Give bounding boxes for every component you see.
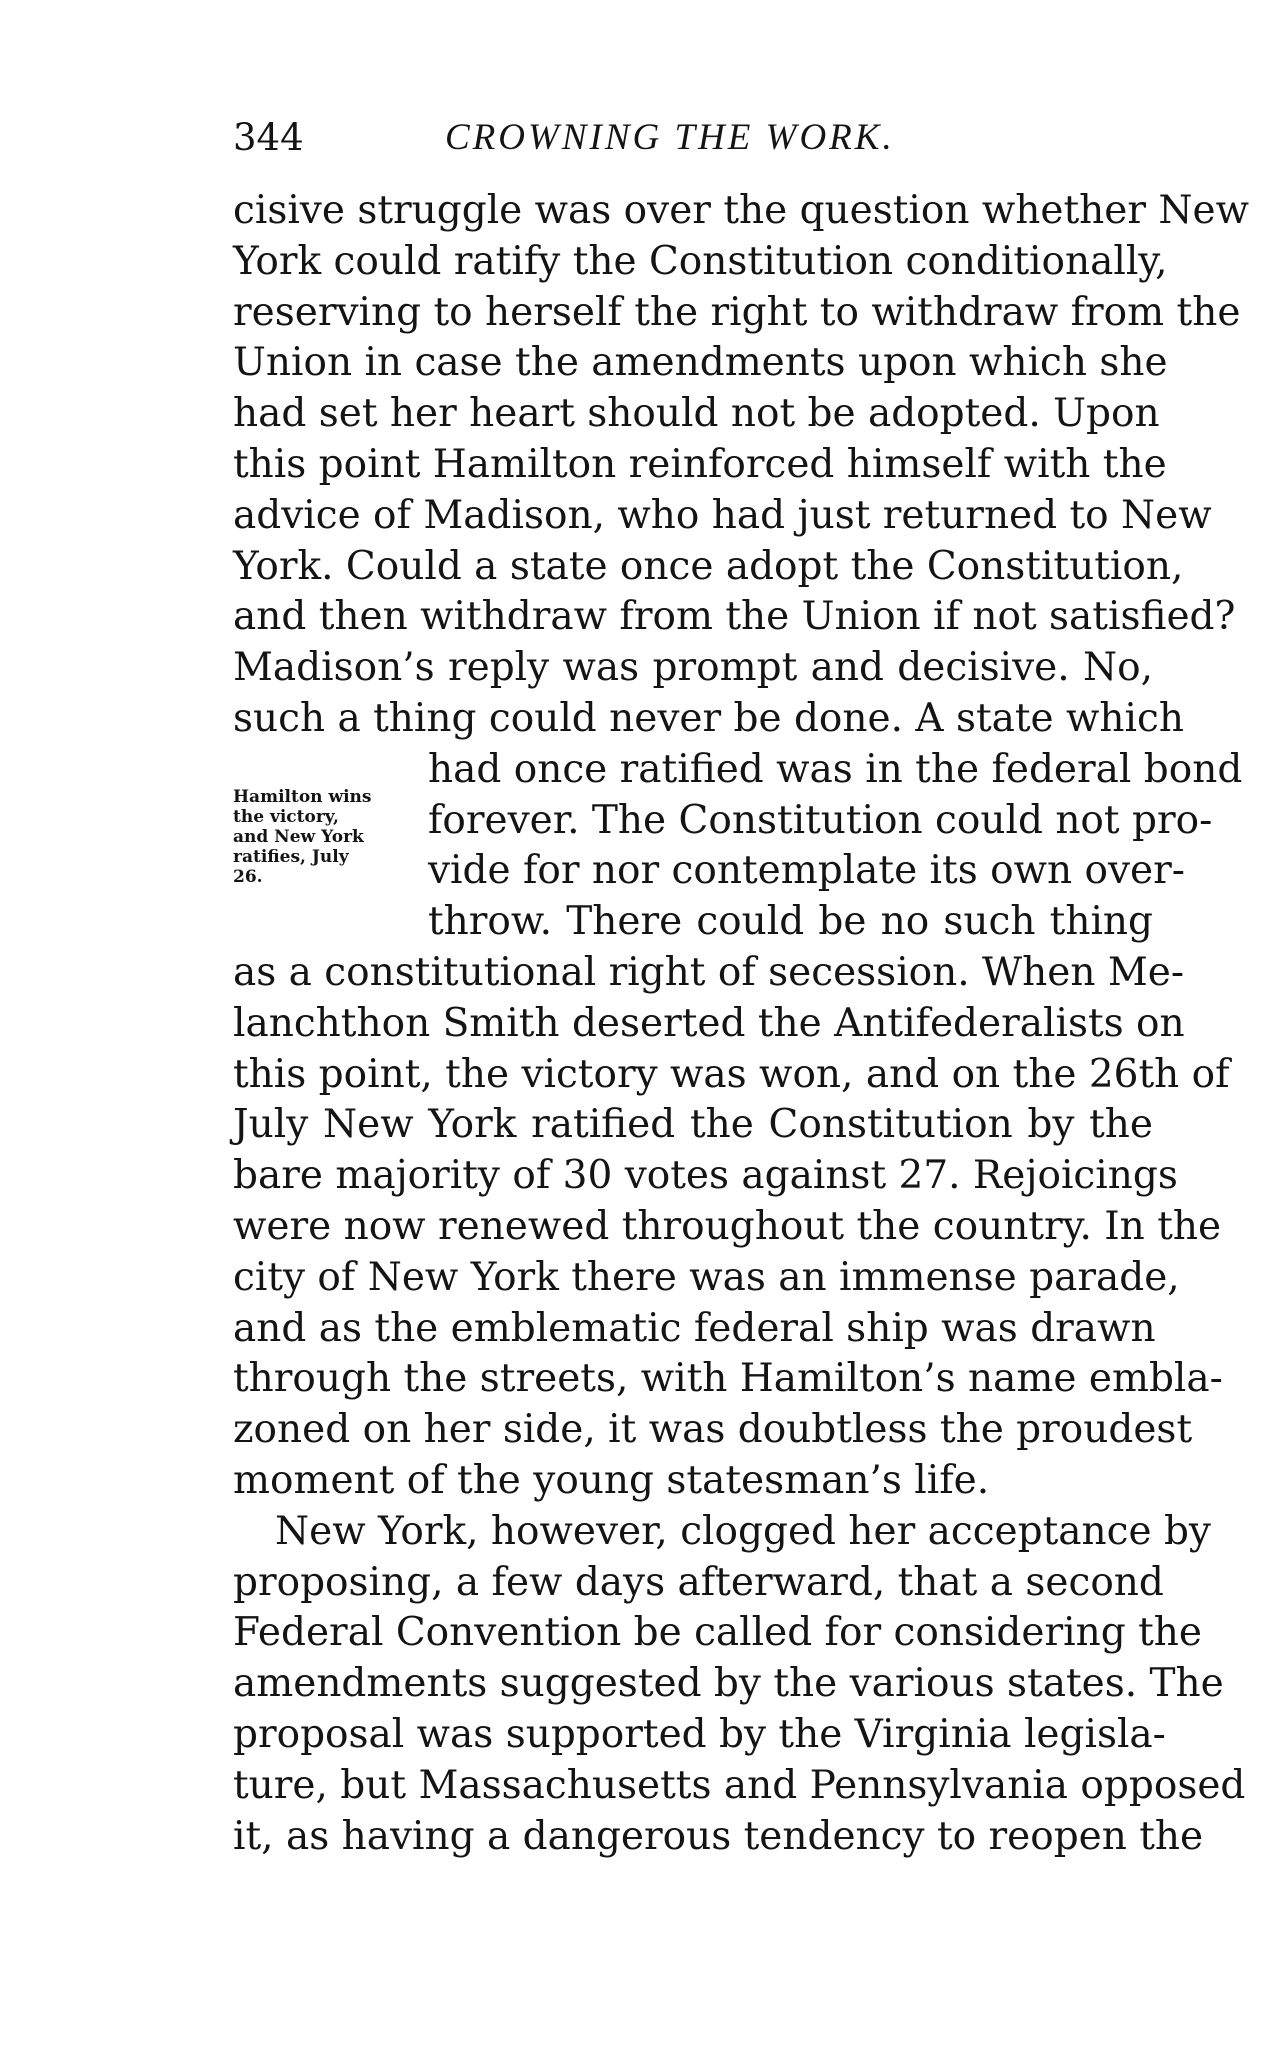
- text-line: proposal was supported by the Virginia legisla-: [233, 1711, 1166, 1757]
- text-line: this point Hamilton reinforced himself with the: [233, 441, 1167, 487]
- text-line: Federal Convention be called for considering the: [233, 1610, 1202, 1656]
- text-line: throw. There could be no such thing: [428, 899, 1153, 945]
- text-line: zoned on her side, it was doubtless the proudest: [233, 1407, 1193, 1453]
- page-header: [233, 113, 1153, 163]
- text-line: it, as having a dangerous tendency to reopen the: [233, 1813, 1204, 1859]
- text-line: city of New York there was an immense parade,: [233, 1254, 1180, 1300]
- text-line: had once ratified was in the federal bond: [428, 746, 1243, 792]
- text-line: and then withdraw from the Union if not satisfied?: [233, 594, 1236, 640]
- page-number: 344: [233, 116, 304, 159]
- text-line: reserving to herself the right to withdraw from the: [233, 289, 1241, 335]
- text-line: New York, however, clogged her acceptance by: [275, 1508, 1211, 1554]
- text-line: proposing, a few days afterward, that a second: [233, 1559, 1164, 1605]
- text-line: ture, but Massachusetts and Pennsylvania opposed: [233, 1762, 1246, 1808]
- body-text: [233, 186, 1249, 1862]
- text-line: amendments suggested by the various states. The: [233, 1661, 1224, 1707]
- text-line: Union in case the amendments upon which she: [233, 340, 1168, 386]
- text-line: York. Could a state once adopt the Constitution,: [233, 543, 1184, 589]
- text-line: this point, the victory was won, and on the 26th of: [233, 1051, 1230, 1097]
- marginal-note-line: ratifies, July: [233, 847, 349, 867]
- text-line: Madison’s reply was prompt and decisive. No,: [233, 645, 1153, 691]
- marginal-note-line: the victory,: [233, 807, 339, 827]
- text-line: bare majority of 30 votes against 27. Rejoicings: [233, 1153, 1178, 1199]
- text-line: as a constitutional right of secession. When Me-: [233, 949, 1185, 995]
- text-line: cisive struggle was over the question whether New: [233, 188, 1249, 233]
- marginal-note-line: Hamilton wins: [233, 787, 372, 807]
- text-line: had set her heart should not be adopted. Upon: [233, 391, 1160, 437]
- text-line: forever. The Constitution could not pro-: [428, 797, 1213, 843]
- text-line: July New York ratified the Constitution by the: [233, 1102, 1153, 1148]
- text-line: advice of Madison, who had just returned to New: [233, 492, 1212, 538]
- text-line: moment of the young statesman’s life.: [233, 1457, 990, 1503]
- text-line: and as the emblematic federal ship was drawn: [233, 1305, 1156, 1351]
- marginal-note-line: 26.: [233, 867, 263, 887]
- running-title: CROWNING THE WORK.: [445, 117, 895, 158]
- text-line: such a thing could never be done. A state which: [233, 695, 1184, 741]
- text-line: were now renewed throughout the country. In the: [233, 1203, 1222, 1249]
- text-line: York could ratify the Constitution conditionally,: [233, 238, 1168, 284]
- marginal-note-line: and New York: [233, 827, 364, 847]
- text-line: vide for nor contemplate its own over-: [428, 848, 1185, 894]
- text-line: through the streets, with Hamilton’s name embla-: [233, 1356, 1223, 1402]
- text-line: lanchthon Smith deserted the Antifederalists on: [233, 1000, 1185, 1046]
